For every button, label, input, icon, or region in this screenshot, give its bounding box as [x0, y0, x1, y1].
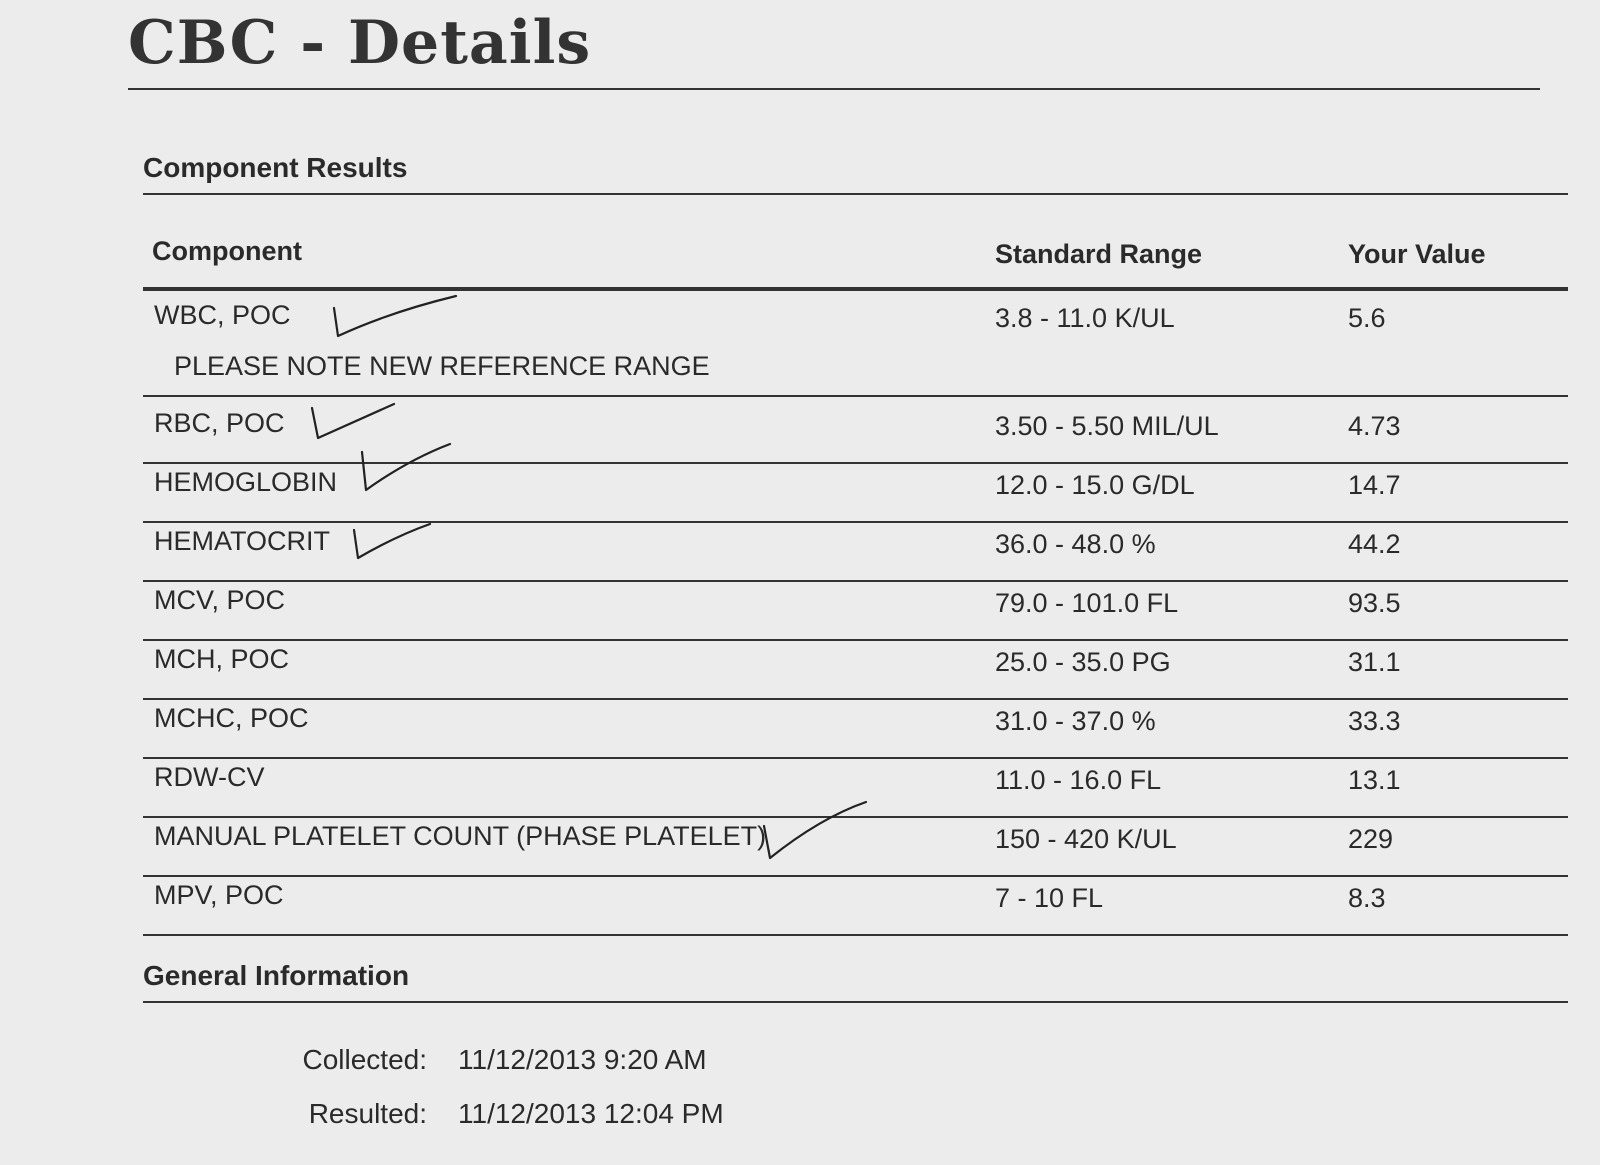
resulted-label: Resulted:: [308, 1098, 427, 1129]
row-divider: [143, 757, 1568, 759]
your-value: 33.3: [1348, 706, 1401, 736]
row-divider: [143, 875, 1568, 877]
checkmark-icon: [330, 292, 460, 342]
component-name: MCHC, POC: [154, 703, 309, 733]
table-row: [143, 585, 1568, 644]
checkmark-icon: [760, 798, 870, 862]
standard-range: 150 - 420 K/UL: [995, 824, 1177, 854]
row-divider: [143, 395, 1568, 397]
component-name: MCV, POC: [154, 585, 286, 615]
checkmark-icon: [358, 440, 454, 496]
component-name: MPV, POC: [154, 880, 284, 910]
section-divider: [143, 1001, 1568, 1003]
standard-range: 79.0 - 101.0 FL: [995, 588, 1179, 618]
table-row: [143, 880, 1568, 939]
your-value: 31.1: [1348, 647, 1401, 677]
table-row: [143, 644, 1568, 703]
checkmark-icon: [350, 520, 434, 562]
component-name: RDW-CV: [154, 762, 265, 792]
component-name: WBC, POC: [154, 300, 291, 330]
column-header-your-value: Your Value: [1348, 239, 1486, 269]
row-divider: [143, 462, 1568, 464]
your-value: 5.6: [1348, 303, 1386, 333]
your-value: 13.1: [1348, 765, 1401, 795]
standard-range: 3.8 - 11.0 K/UL: [995, 303, 1175, 333]
title-divider: [128, 88, 1540, 90]
table-row: [143, 703, 1568, 762]
standard-range: 11.0 - 16.0 FL: [995, 765, 1162, 795]
component-name: RBC, POC: [154, 408, 285, 438]
your-value: 44.2: [1348, 529, 1401, 559]
standard-range: 31.0 - 37.0 %: [995, 706, 1156, 736]
reference-range-note: PLEASE NOTE NEW REFERENCE RANGE: [174, 351, 710, 381]
column-header-standard-range: Standard Range: [995, 239, 1203, 269]
your-value: 14.7: [1348, 470, 1401, 500]
standard-range: 25.0 - 35.0 PG: [995, 647, 1171, 677]
general-information-heading: General Information: [143, 960, 410, 991]
your-value: 93.5: [1348, 588, 1401, 618]
row-divider: [143, 698, 1568, 700]
standard-range: 7 - 10 FL: [995, 883, 1104, 913]
row-divider: [143, 639, 1568, 641]
section-divider: [143, 193, 1568, 195]
component-name: MCH, POC: [154, 644, 289, 674]
component-name: MANUAL PLATELET COUNT (PHASE PLATELET): [154, 821, 767, 851]
standard-range: 12.0 - 15.0 G/DL: [995, 470, 1195, 500]
component-name: HEMATOCRIT: [154, 526, 331, 556]
your-value: 4.73: [1348, 411, 1401, 441]
page-title: CBC - Details: [128, 8, 592, 78]
standard-range: 3.50 - 5.50 MIL/UL: [995, 411, 1219, 441]
resulted-value: 11/12/2013 12:04 PM: [458, 1098, 724, 1129]
component-name: HEMOGLOBIN: [154, 467, 338, 497]
your-value: 8.3: [1348, 883, 1386, 913]
collected-value: 11/12/2013 9:20 AM: [458, 1044, 707, 1075]
row-divider: [143, 580, 1568, 582]
checkmark-icon: [308, 400, 398, 444]
standard-range: 36.0 - 48.0 %: [995, 529, 1156, 559]
collected-label: Collected:: [302, 1044, 427, 1075]
column-header-component: Component: [152, 236, 302, 266]
component-results-heading: Component Results: [143, 152, 408, 183]
header-divider: [143, 287, 1568, 291]
row-divider: [143, 934, 1568, 936]
table-row: [143, 467, 1568, 526]
your-value: 229: [1348, 824, 1394, 854]
